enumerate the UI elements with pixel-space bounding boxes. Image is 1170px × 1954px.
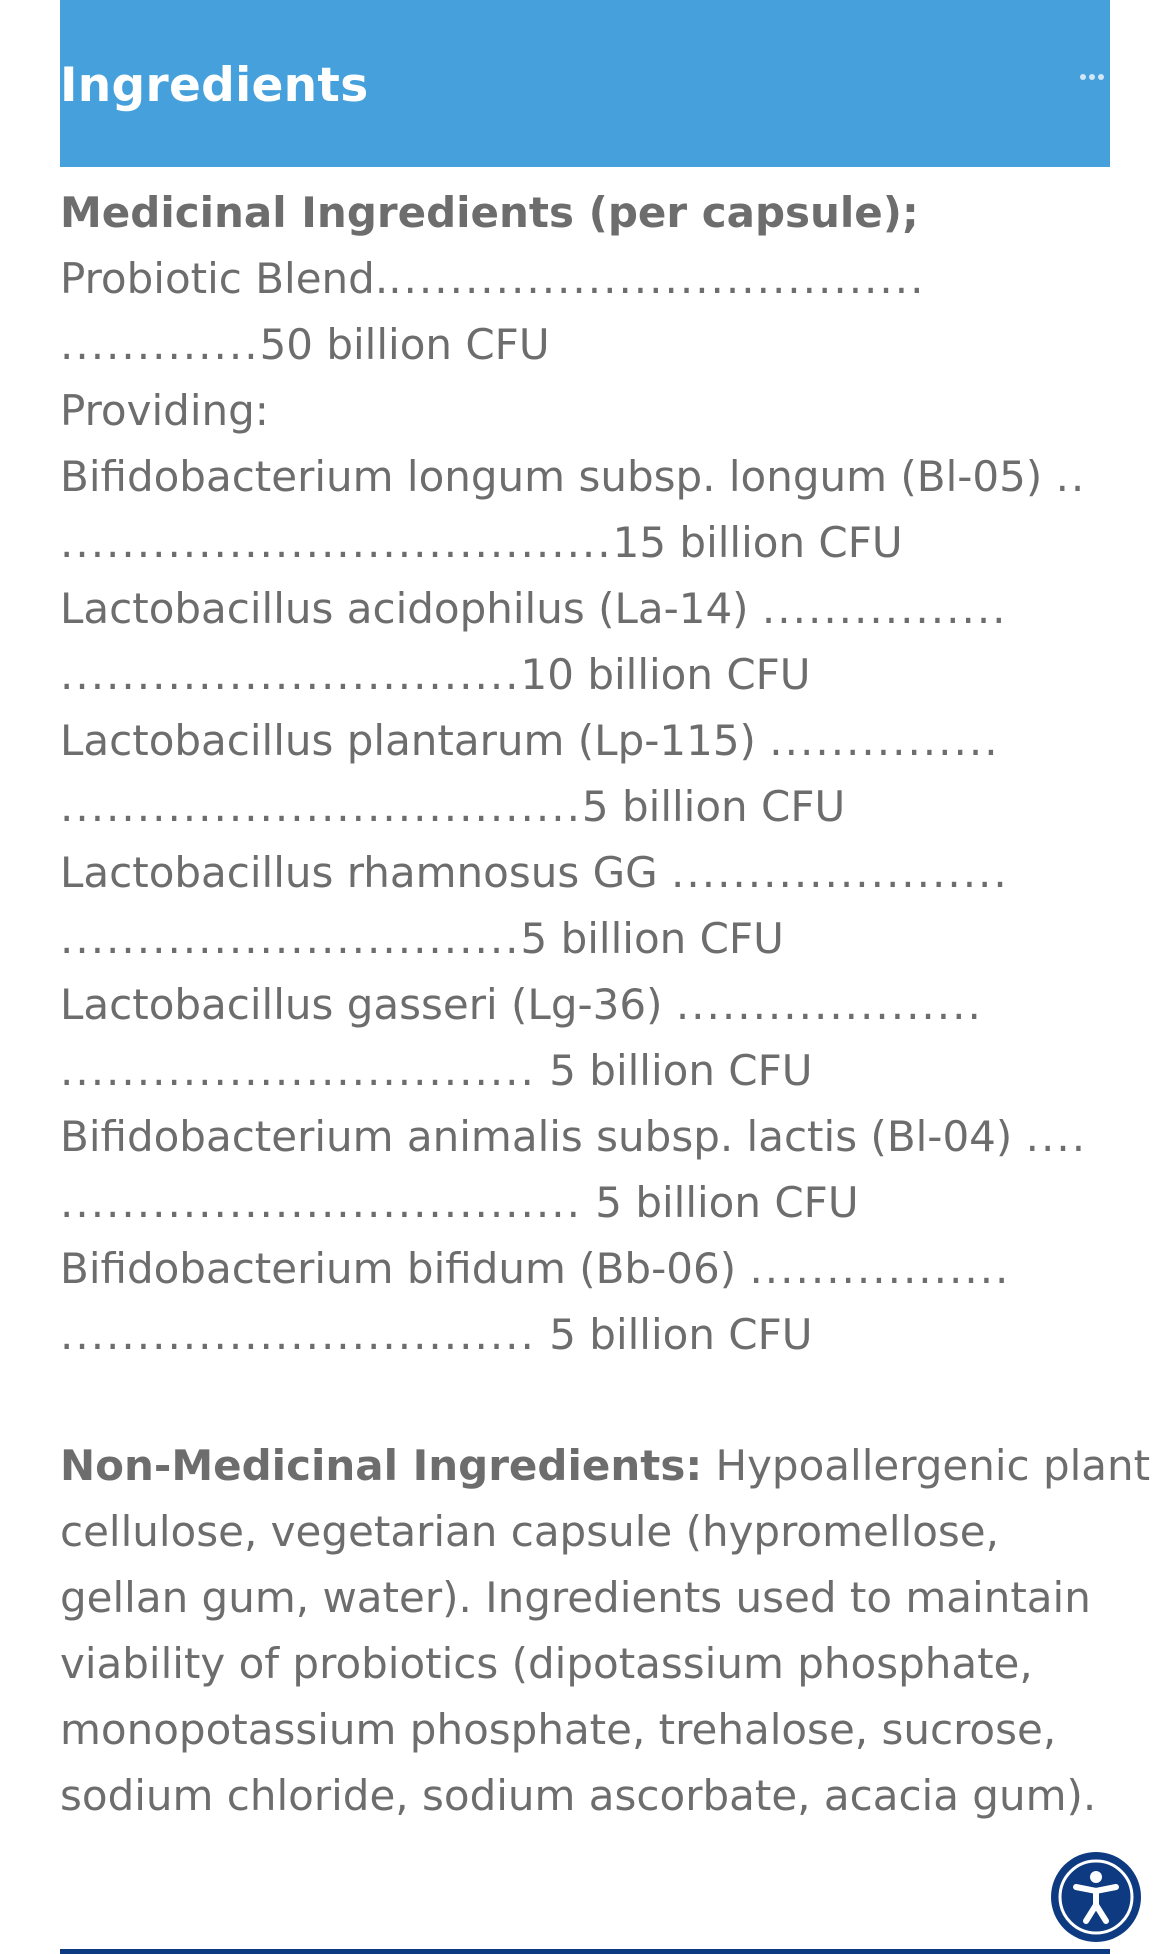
ingredient-name: Bifidobacterium longum subsp. longum (Bl-05): [60, 452, 1056, 501]
dot-leader: ..............................: [60, 650, 521, 699]
dot-leader: ...............: [769, 716, 1000, 765]
section-title: Ingredients: [60, 58, 369, 113]
ingredient-line: [60, 246, 1070, 312]
ingredient-name: Lactobacillus acidophilus (La-14): [60, 584, 762, 633]
ingredient-name: Lactobacillus gasseri (Lg-36): [60, 980, 676, 1029]
ingredient-line: [60, 708, 1070, 774]
ingredient-name: Bifidobacterium animalis subsp. lactis (Bl-04): [60, 1112, 1026, 1161]
non-medicinal-text: Hypoallergenic plant: [702, 1441, 1151, 1490]
ellipsis-icon[interactable]: [1080, 74, 1104, 80]
ingredient-amount: 5 billion CFU: [535, 1046, 813, 1095]
dot-leader: ......................: [671, 848, 1009, 897]
ingredient-line: [60, 1236, 1070, 1302]
medicinal-heading: Medicinal Ingredients (per capsule);: [60, 188, 919, 237]
dot-leader: ..................................: [60, 782, 582, 831]
ingredient-amount: 5 billion CFU: [535, 1310, 813, 1359]
ingredient-line: [60, 972, 1070, 1038]
dot-leader: .............: [60, 320, 260, 369]
non-medicinal-text: monopotassium phosphate, trehalose, sucrose,: [60, 1705, 1057, 1754]
ingredient-name: Bifidobacterium bifidum (Bb-06): [60, 1244, 750, 1293]
ingredient-line: [60, 906, 1070, 972]
dot-leader: ....................................: [60, 518, 613, 567]
non-medicinal-ingredients: [60, 1433, 1151, 1829]
dot-leader: ................: [761, 584, 1008, 633]
ingredient-line: [60, 1170, 1070, 1236]
dot-leader: ....: [1025, 1112, 1088, 1161]
accessibility-icon: [1056, 1857, 1136, 1937]
ingredient-amount: 10 billion CFU: [520, 650, 811, 699]
ingredient-name: Lactobacillus plantarum (Lp-115): [60, 716, 770, 765]
dot-leader: .................: [749, 1244, 1011, 1293]
dot-leader: ....................: [675, 980, 983, 1029]
ingredient-line: [60, 1104, 1088, 1170]
ingredients-header[interactable]: [60, 0, 1110, 167]
ingredient-amount: 5 billion CFU: [581, 782, 846, 831]
dot-leader: ...............................: [60, 1310, 536, 1359]
footer-divider: [60, 1949, 1110, 1954]
ingredient-amount: 50 billion CFU: [259, 320, 550, 369]
ingredient-name: Lactobacillus rhamnosus GG: [60, 848, 672, 897]
non-medicinal-line: [60, 1433, 1151, 1499]
ingredient-amount: 5 billion CFU: [520, 914, 784, 963]
dot-leader: ...............................: [60, 1046, 536, 1095]
ingredient-line: [60, 312, 1070, 378]
non-medicinal-text: gellan gum, water). Ingredients used to maintain: [60, 1573, 1091, 1622]
ingredient-line: [60, 840, 1070, 906]
non-medicinal-text: cellulose, vegetarian capsule (hypromellose,: [60, 1507, 999, 1556]
providing-label: Providing:: [60, 386, 269, 435]
dot-leader: ..............................: [60, 914, 521, 963]
ingredient-line: [60, 510, 1070, 576]
dot-leader: ...................................: [388, 254, 926, 303]
dot-leader: ..................................: [60, 1178, 582, 1227]
ingredient-line: [60, 378, 1070, 444]
ingredient-line: [60, 642, 1070, 708]
ingredient-line: [60, 1302, 1070, 1368]
ingredient-line: [60, 774, 1070, 840]
accessibility-button[interactable]: [1051, 1852, 1141, 1942]
ingredient-amount: 15 billion CFU: [612, 518, 903, 567]
ingredient-line: [60, 444, 1087, 510]
ingredient-line: [60, 1038, 1070, 1104]
ingredient-line: [60, 576, 1070, 642]
medicinal-ingredients: [60, 180, 1088, 1368]
ingredient-name: Probiotic Blend.: [60, 254, 389, 303]
non-medicinal-text: viability of probiotics (dipotassium phosphate,: [60, 1639, 1033, 1688]
non-medicinal-label: Non-Medicinal Ingredients:: [60, 1441, 703, 1490]
ingredient-amount: 5 billion CFU: [581, 1178, 859, 1227]
dot-leader: ..: [1055, 452, 1087, 501]
non-medicinal-text: sodium chloride, sodium ascorbate, acacia gum).: [60, 1771, 1097, 1820]
